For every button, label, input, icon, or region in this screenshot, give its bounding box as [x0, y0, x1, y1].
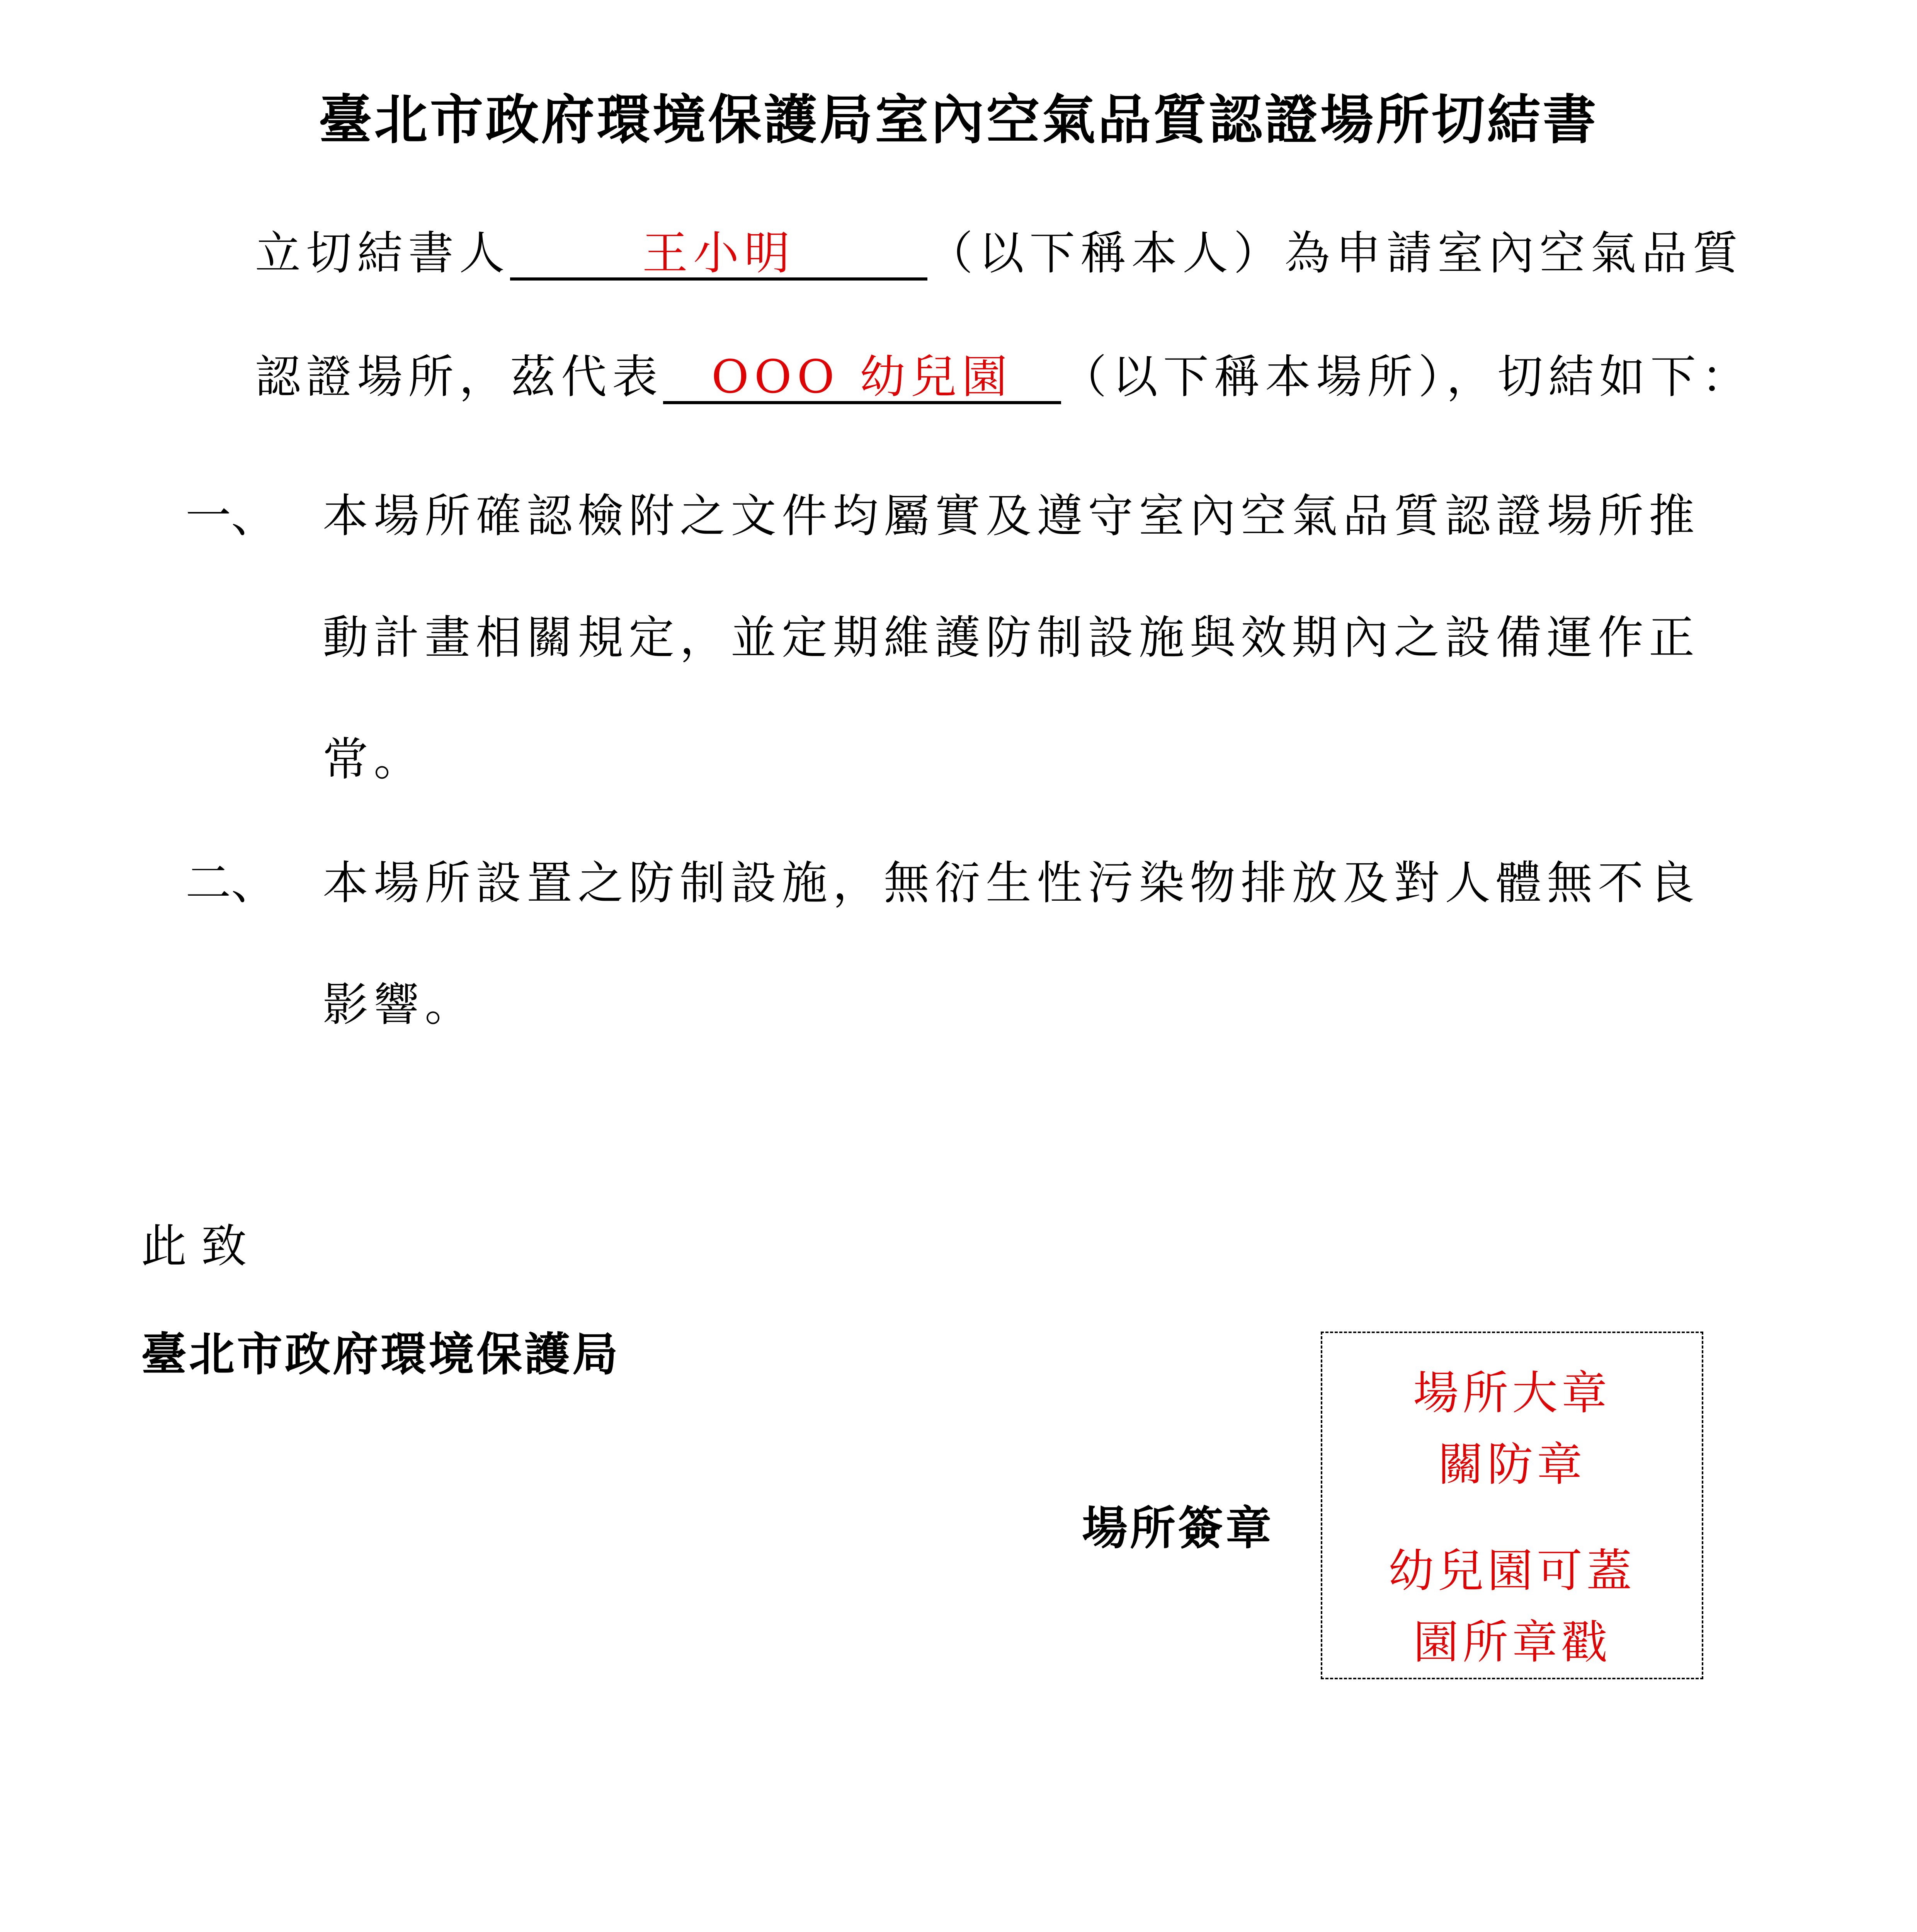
item-1-marker: 一、	[185, 489, 277, 543]
item-1-line-3: 常。	[323, 733, 425, 786]
stamp-text-4: 園所章戳	[1413, 1616, 1611, 1669]
item-2-line-2: 影響。	[323, 978, 476, 1031]
intro-line-1	[255, 216, 1744, 282]
intro-venue-prefix: 認證場所，茲代表	[255, 350, 663, 403]
intro-applicant-suffix: （以下稱本人）為申請室內空氣品質	[927, 226, 1744, 280]
stamp-text-3: 幼兒園可蓋	[1388, 1544, 1636, 1597]
document-title: 臺北市政府環境保護局室內空氣品質認證場所切結書	[318, 88, 1599, 151]
stamp-text-2: 關防章	[1437, 1438, 1586, 1491]
item-2-marker: 二、	[185, 856, 277, 910]
intro-applicant-prefix: 立切結書人	[255, 226, 510, 280]
item-1-line-1: 本場所確認檢附之文件均屬實及遵守室內空氣品質認證場所推	[323, 489, 1700, 543]
stamp-area[interactable]	[1321, 1332, 1703, 1679]
item-2-line-1: 本場所設置之防制設施，無衍生性污染物排放及對人體無不良	[323, 856, 1700, 910]
intro-venue-suffix: （以下稱本場所），切結如下：	[1061, 350, 1753, 403]
salutation: 此 致	[141, 1219, 247, 1273]
intro-line-2	[255, 340, 1752, 406]
venue-name-field[interactable]: OOO 幼兒園	[663, 353, 1061, 404]
item-1-line-2: 動計畫相關規定，並定期維護防制設施與效期內之設備運作正	[323, 611, 1700, 664]
stamp-text-1: 場所大章	[1413, 1366, 1611, 1420]
applicant-name-field[interactable]: 王小明	[510, 230, 927, 281]
signature-label: 場所簽章	[1082, 1501, 1274, 1555]
recipient: 臺北市政府環境保護局	[141, 1327, 621, 1381]
